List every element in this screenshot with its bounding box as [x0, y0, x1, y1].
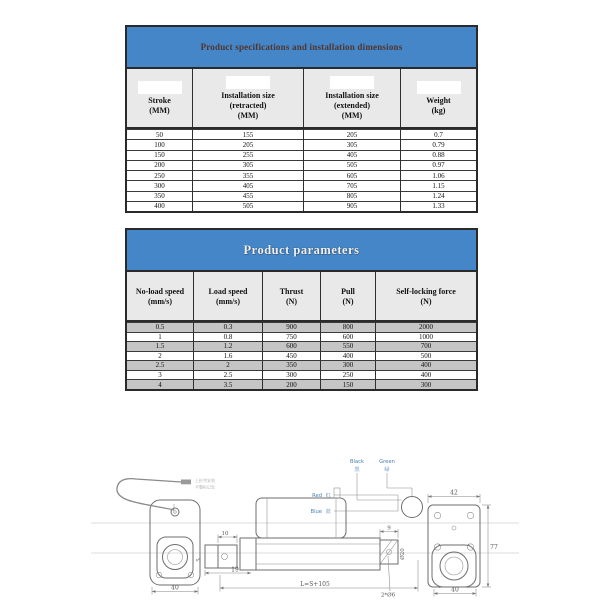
header-cell — [401, 69, 476, 127]
dim-plate-height-label: 77 — [490, 544, 498, 551]
table-cell: 1000 — [376, 332, 476, 342]
dim-mount-holes-label: 2*Ø6 — [380, 592, 396, 599]
table-cell: 405 — [304, 150, 401, 160]
spec-table-header-row — [127, 69, 476, 129]
bracket-tip — [181, 480, 191, 485]
table-cell: 505 — [193, 201, 304, 211]
table-cell: 0.5 — [127, 322, 194, 332]
wire-red-label: Red — [312, 493, 322, 499]
table-cell: 2 — [127, 351, 194, 361]
table-cell: 1.2 — [194, 341, 263, 351]
table-cell: 200 — [127, 160, 193, 170]
header-cell-line: (N) — [342, 296, 354, 306]
wire-green-cn-label: 绿 — [384, 467, 390, 473]
wire-black-cn-label: 黑 — [354, 467, 360, 473]
table-cell: 905 — [304, 201, 401, 211]
header-cell-line: (mm/s) — [148, 296, 172, 306]
table-cell: 305 — [304, 139, 401, 149]
table-cell: 2.5 — [194, 370, 263, 380]
dim-rod-end-width-label: 9 — [387, 525, 391, 532]
right-end-view — [428, 490, 498, 597]
erased-label-patch — [330, 76, 374, 89]
dim-flange-width-label: 40 — [451, 586, 459, 594]
actuator-technical-drawing — [85, 450, 525, 600]
table-cell: 250 — [127, 170, 193, 180]
header-cell-line: Thrust — [279, 286, 304, 296]
table-cell: 205 — [193, 139, 304, 149]
table-cell: 205 — [304, 129, 401, 139]
table-cell: 400 — [376, 360, 476, 370]
header-cell-line: Installation size — [221, 91, 275, 100]
header-cell-line: (N) — [285, 296, 298, 306]
wire-red-cn-label: 红 — [325, 493, 331, 499]
wiring-diagram — [311, 459, 423, 518]
table-cell: 250 — [321, 370, 376, 380]
table-cell: 150 — [127, 150, 193, 160]
table-cell: 50 — [127, 129, 193, 139]
table-cell: 3 — [127, 370, 194, 380]
header-cell-line: (retracted) — [229, 101, 267, 110]
table-cell: 305 — [193, 160, 304, 170]
header-cell — [127, 272, 194, 320]
table-cell: 400 — [376, 370, 476, 380]
dim-left-plate-width-label: 40 — [171, 584, 179, 592]
header-cell — [304, 69, 401, 127]
dim-rod-side-label: 5 — [196, 558, 203, 562]
spec-dimensions-table — [125, 25, 478, 213]
wire-green-label: Green — [379, 459, 395, 465]
header-cell-line: Load speed — [208, 286, 248, 296]
header-cell — [263, 272, 321, 320]
dim-plate-width-label: 42 — [450, 489, 458, 497]
table-cell: 300 — [263, 370, 321, 380]
table-cell: 200 — [263, 379, 321, 389]
spec-table-body — [127, 129, 476, 211]
table-cell: 2000 — [376, 322, 476, 332]
table-cell: 300 — [127, 180, 193, 190]
bracket-note-line1: 上折弯安装 — [195, 478, 215, 483]
erased-label-patch — [417, 81, 461, 94]
header-cell-line: Stroke — [148, 96, 171, 105]
table-cell: 1.33 — [401, 201, 476, 211]
header-cell-line: Weight — [426, 96, 451, 105]
table-cell: 600 — [263, 341, 321, 351]
table-cell: 0.3 — [194, 322, 263, 332]
table-cell: 1.6 — [194, 351, 263, 361]
header-cell — [194, 272, 263, 320]
table-cell: 455 — [193, 191, 304, 201]
spec-table-title: Product specifications and installation dimensions — [127, 27, 476, 69]
table-cell: 0.88 — [401, 150, 476, 160]
actuator-side-view — [220, 488, 418, 599]
table-cell: 100 — [127, 139, 193, 149]
header-cell-line: Self-locking force — [396, 286, 456, 296]
header-cell — [127, 69, 193, 127]
table-cell: 1.06 — [401, 170, 476, 180]
product-parameters-table — [125, 228, 478, 391]
wire-blue-label: Blue — [310, 509, 322, 515]
table-cell: 355 — [193, 170, 304, 180]
header-cell-line: (kg) — [431, 106, 446, 115]
header-cell-line: No-load speed — [135, 286, 185, 296]
dim-rod-length-label: 19 — [231, 566, 239, 574]
bracket-note-line2: 平整标记处 — [195, 484, 215, 490]
dim-rod-diameter-label: Ø20 — [400, 548, 406, 560]
table-cell: 705 — [304, 180, 401, 190]
table-cell: 500 — [376, 351, 476, 361]
erased-label-patch — [138, 81, 182, 94]
table-cell: 405 — [193, 180, 304, 190]
table-cell: 600 — [321, 332, 376, 342]
table-cell: 4 — [127, 379, 194, 389]
table-cell: 0.79 — [401, 139, 476, 149]
table-cell: 255 — [193, 150, 304, 160]
table-cell: 550 — [321, 341, 376, 351]
header-cell-line: (MM) — [341, 111, 363, 120]
table-cell: 450 — [263, 351, 321, 361]
table-cell: 350 — [127, 191, 193, 201]
table-cell: 0.7 — [401, 129, 476, 139]
table-cell: 1.5 — [127, 341, 194, 351]
table-cell: 400 — [321, 351, 376, 361]
motor-connector-circle — [402, 497, 423, 518]
table-cell: 150 — [321, 379, 376, 389]
left-end-view — [150, 500, 200, 595]
erased-label-patch — [226, 76, 270, 89]
table-cell: 155 — [193, 129, 304, 139]
parameters-table-header-row — [127, 272, 476, 322]
table-cell: 1.24 — [401, 191, 476, 201]
table-cell: 300 — [376, 379, 476, 389]
header-cell — [193, 69, 304, 127]
table-cell: 350 — [263, 360, 321, 370]
header-cell-line: (MM) — [237, 111, 259, 120]
wire-black-label: Black — [349, 459, 365, 465]
dim-rod-offset-label: 10 — [221, 531, 229, 537]
motor-housing — [256, 498, 346, 538]
table-cell: 505 — [304, 160, 401, 170]
header-cell — [321, 272, 376, 320]
table-cell: 1.15 — [401, 180, 476, 190]
mounting-bracket — [117, 477, 215, 510]
header-cell-line: Installation size — [325, 91, 379, 100]
parameters-table-title: Product parameters — [127, 230, 476, 272]
table-cell: 2 — [194, 360, 263, 370]
table-cell: 1 — [127, 332, 194, 342]
header-cell-line: (mm/s) — [216, 296, 240, 306]
header-cell-line: (extended) — [334, 101, 370, 110]
header-cell-line: (N) — [420, 296, 432, 306]
table-cell: 700 — [376, 341, 476, 351]
header-cell — [376, 272, 476, 320]
table-cell: 2.5 — [127, 360, 194, 370]
header-cell-line: (MM) — [149, 106, 170, 115]
table-cell: 300 — [321, 360, 376, 370]
dim-total-length-label: L=S+105 — [300, 581, 330, 588]
table-cell: 0.97 — [401, 160, 476, 170]
table-cell: 400 — [127, 201, 193, 211]
table-cell: 805 — [304, 191, 401, 201]
table-cell: 3.5 — [194, 379, 263, 389]
table-cell: 900 — [263, 322, 321, 332]
wire-blue-cn-label: 蓝 — [325, 509, 331, 515]
header-cell-line: Pull — [341, 286, 355, 296]
table-cell: 800 — [321, 322, 376, 332]
table-cell: 605 — [304, 170, 401, 180]
table-cell: 0.8 — [194, 332, 263, 342]
table-cell: 750 — [263, 332, 321, 342]
motor-terminal — [334, 488, 340, 498]
parameters-table-body — [127, 322, 476, 389]
